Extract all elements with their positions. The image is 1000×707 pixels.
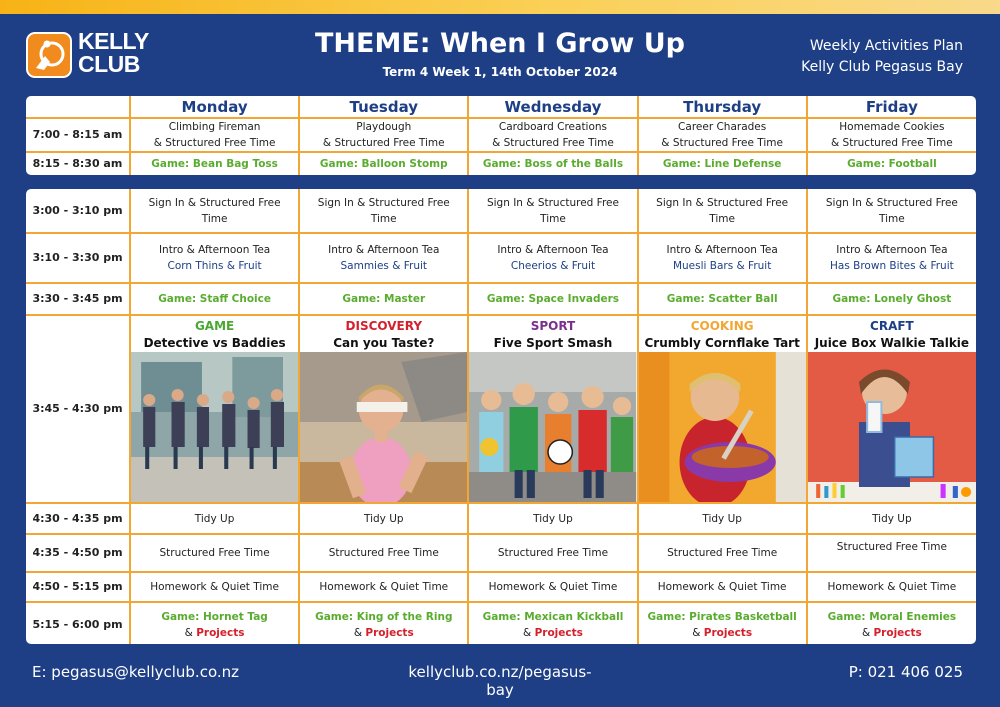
activity-line: & Structured Free Time [661, 137, 783, 149]
activity-cell [807, 602, 976, 644]
corner-cell [26, 96, 130, 118]
ampersand: & [861, 626, 871, 639]
activity-line: Career Charades [678, 121, 767, 133]
activity-line: & Structured Free Time [153, 137, 276, 149]
activity-line: Climbing Fireman [168, 121, 261, 133]
activity-cell: Structured Free Time [638, 534, 807, 572]
time-label: 8:15 - 8:30 am [26, 152, 130, 175]
activity-cell [638, 602, 807, 644]
activity-title: Crumbly Cornflake Tart [644, 336, 800, 350]
time-label: 4:30 - 4:35 pm [26, 503, 130, 534]
time-label: 4:50 - 5:15 pm [26, 572, 130, 602]
activity-title: Juice Box Walkie Talkie [814, 336, 970, 350]
time-label: 3:30 - 3:45 pm [26, 283, 130, 315]
day-header-row [26, 96, 976, 118]
activity-line: Sign In & Structured Free [825, 196, 958, 209]
game-cell: Game: Staff Choice [130, 283, 299, 315]
blindfolded-girl-photo [300, 352, 467, 502]
schedule-row [26, 315, 976, 503]
game-cell: Game: Football [847, 158, 937, 170]
game-cell: Game: Master [299, 283, 468, 315]
activity-cell [299, 602, 468, 644]
time-label: 3:10 - 3:30 pm [26, 233, 130, 283]
activity-cell [299, 118, 468, 152]
activity-line: Homemade Cookies [839, 121, 945, 133]
schedule-row [26, 572, 976, 602]
activity-line: & Structured Free Time [322, 137, 445, 149]
game-cell: Game: Balloon Stomp [299, 152, 468, 175]
activity-line: Intro & Afternoon Tea [328, 244, 440, 256]
activity-line: & Structured Free Time [831, 137, 953, 149]
schedule-row [26, 233, 976, 283]
game-line: Game: King of the Ring [315, 610, 453, 623]
activity-line: Sign In & Structured Free [148, 196, 281, 209]
activity-cell: Structured Free Time [468, 534, 637, 572]
schedule-row [26, 283, 976, 315]
food-line: Has Brown Bites & Fruit [830, 260, 954, 272]
activity-cell: Homework & Quiet Time [638, 572, 807, 602]
activity-line: Intro & Afternoon Tea [836, 244, 948, 256]
activity-cell: Tidy Up [638, 503, 807, 534]
activity-title: Detective vs Baddies [143, 336, 286, 350]
activity-cell: Tidy Up [807, 503, 976, 534]
food-line: Sammies & Fruit [340, 260, 428, 272]
schedule-row [26, 118, 976, 152]
plan-info [801, 36, 963, 78]
time-label: 7:00 - 8:15 am [26, 118, 130, 152]
activity-cell: Structured Free Time [807, 534, 976, 572]
activity-line: Playdough [356, 121, 412, 133]
afternoon-schedule [26, 189, 976, 644]
activity-cell [468, 189, 637, 233]
game-cell: Game: Lonely Ghost [807, 283, 976, 315]
activity-line: Sign In & Structured Free [317, 196, 450, 209]
plan-line2: Kelly Club Pegasus Bay [801, 59, 963, 75]
schedule-row [26, 534, 976, 572]
day-header: Tuesday [299, 96, 468, 118]
footer-phone[interactable]: P: 021 406 025 [848, 663, 963, 681]
girl-juice-box-photo [808, 352, 976, 502]
time-label: 3:45 - 4:30 pm [26, 315, 130, 503]
projects-label: Projects [196, 626, 245, 639]
game-cell: Game: Space Invaders [468, 283, 637, 315]
game-cell: Game: Line Defense [638, 152, 807, 175]
category-label: DISCOVERY [345, 319, 423, 333]
projects-label: Projects [703, 626, 753, 639]
activity-cell [807, 118, 976, 152]
game-line: Game: Pirates Basketball [647, 610, 797, 623]
day-header: Wednesday [468, 96, 637, 118]
activity-line: Time [370, 212, 397, 225]
activity-cell [299, 315, 468, 503]
time-label: 5:15 - 6:00 pm [26, 602, 130, 644]
activity-cell [468, 233, 637, 283]
activity-line: Time [879, 212, 905, 225]
game-line: Game: Hornet Tag [161, 610, 268, 623]
logo-mark-icon [26, 32, 72, 78]
activity-cell [299, 189, 468, 233]
logo-line1: KELLY [78, 28, 149, 54]
morning-schedule [26, 96, 976, 175]
page-title: THEME: When I Grow Up [315, 28, 685, 59]
activity-cell [468, 315, 637, 503]
schedule-row [26, 503, 976, 534]
activity-cell [130, 233, 299, 283]
activity-title: Five Sport Smash [493, 336, 613, 350]
activity-line: Sign In & Structured Free [486, 196, 619, 209]
ampersand: & [523, 626, 532, 639]
activity-cell [638, 189, 807, 233]
day-header: Monday [130, 96, 299, 118]
schedule-row [26, 602, 976, 644]
activity-cell [130, 118, 299, 152]
plan-line1: Weekly Activities Plan [809, 38, 963, 54]
game-line: Game: Moral Enemies [827, 610, 957, 623]
activity-cell [807, 189, 976, 233]
activity-line: Sign In & Structured Free [656, 196, 789, 209]
activity-cell: Tidy Up [130, 503, 299, 534]
activity-line: Time [709, 212, 735, 225]
activity-cell [638, 118, 807, 152]
kelly-club-logo [26, 30, 156, 82]
category-label: COOKING [690, 319, 754, 333]
time-label: 4:35 - 4:50 pm [26, 534, 130, 572]
footer-website[interactable]: kellyclub.co.nz/pegasus-bay [408, 663, 592, 699]
food-line: Corn Thins & Fruit [167, 260, 262, 272]
activity-line: Intro & Afternoon Tea [666, 244, 778, 256]
activity-cell: Structured Free Time [130, 534, 299, 572]
activity-cell: Tidy Up [299, 503, 468, 534]
projects-label: Projects [534, 626, 583, 639]
schedule-row [26, 152, 976, 175]
activity-line: Intro & Afternoon Tea [158, 244, 271, 256]
activity-line: Time [540, 212, 566, 225]
footer-email[interactable]: E: pegasus@kellyclub.co.nz [32, 663, 240, 681]
top-accent-strip [0, 0, 1000, 14]
day-header: Friday [807, 96, 976, 118]
activity-cell [807, 233, 976, 283]
activity-cell: Homework & Quiet Time [299, 572, 468, 602]
activity-cell: Structured Free Time [299, 534, 468, 572]
projects-label: Projects [365, 626, 414, 639]
game-line: Game: Mexican Kickball [482, 610, 624, 623]
boy-mixing-bowl-photo [639, 352, 806, 502]
food-line: Muesli Bars & Fruit [672, 260, 772, 272]
game-cell: Game: Boss of the Balls [468, 152, 637, 175]
activity-line: Time [201, 212, 228, 225]
ampersand: & [353, 626, 363, 639]
page-subtitle: Term 4 Week 1, 14th October 2024 [382, 65, 618, 79]
children-running-photo [131, 352, 298, 502]
day-header: Thursday [638, 96, 807, 118]
schedule-row [26, 189, 976, 233]
game-cell: Game: Bean Bag Toss [130, 152, 299, 175]
activity-line: Intro & Afternoon Tea [497, 244, 609, 256]
activity-cell [468, 602, 637, 644]
activity-cell [130, 315, 299, 503]
activity-cell: Tidy Up [468, 503, 637, 534]
game-cell: Game: Scatter Ball [638, 283, 807, 315]
category-label: SPORT [530, 319, 576, 333]
activity-line: & Structured Free Time [492, 137, 614, 149]
activity-cell [299, 233, 468, 283]
activity-cell [468, 118, 637, 152]
time-label: 3:00 - 3:10 pm [26, 189, 130, 233]
activity-cell: Homework & Quiet Time [468, 572, 637, 602]
projects-label: Projects [873, 626, 922, 639]
activity-cell [130, 602, 299, 644]
ampersand: & [692, 626, 701, 639]
activity-line: Cardboard Creations [498, 121, 608, 133]
activity-cell [638, 315, 807, 503]
activity-cell: Homework & Quiet Time [130, 572, 299, 602]
logo-line2: CLUB [78, 51, 140, 77]
activity-cell [130, 189, 299, 233]
kids-with-balls-photo [469, 352, 636, 502]
category-label: GAME [194, 319, 235, 333]
activity-cell: Homework & Quiet Time [807, 572, 976, 602]
activity-title: Can you Taste? [333, 336, 435, 350]
category-label: CRAFT [870, 319, 914, 333]
activity-cell [807, 315, 976, 503]
ampersand: & [184, 626, 193, 639]
food-line: Cheerios & Fruit [510, 260, 596, 272]
activity-cell [638, 233, 807, 283]
